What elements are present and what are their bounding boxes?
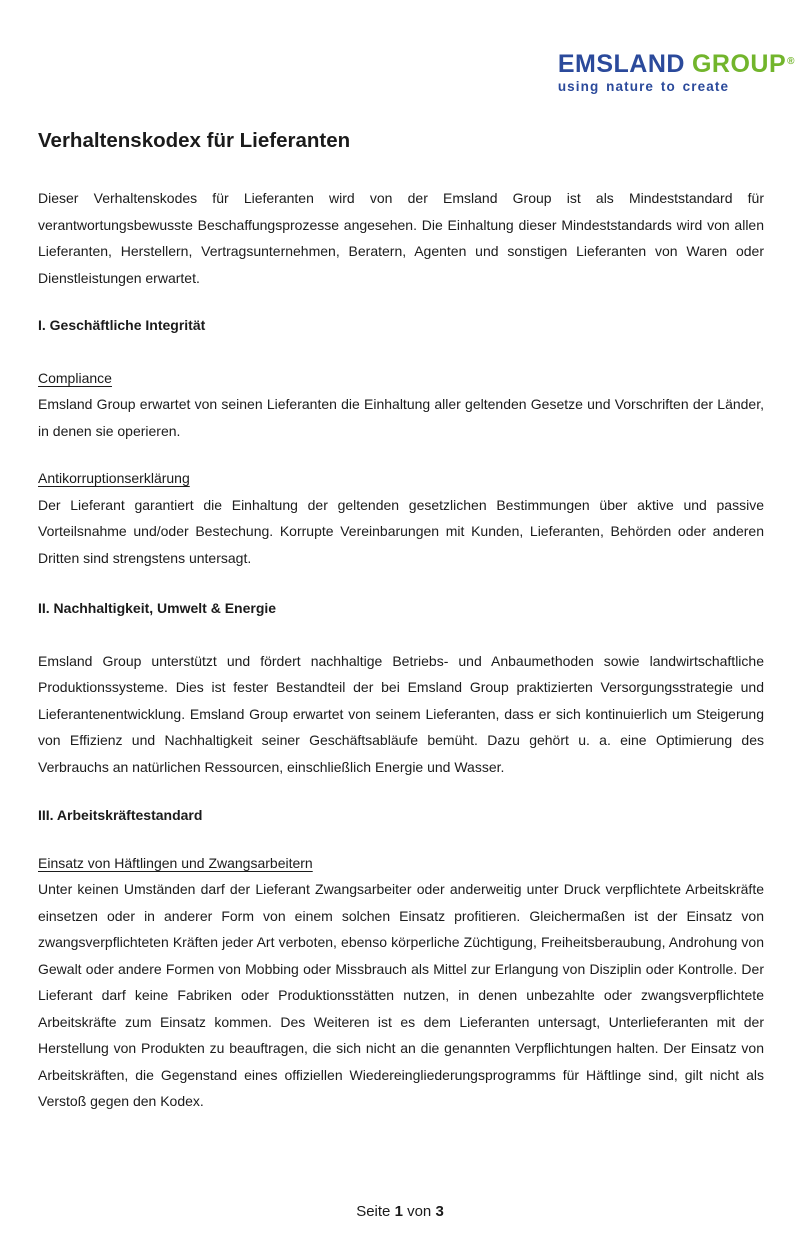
footer-page-number: 1 [394,1203,403,1220]
footer-page-label: Seite [356,1203,391,1220]
intro-paragraph: Dieser Verhaltenskodes für Lieferanten wird von der Emsland Group ist als Mindeststandard für verantwortungsbewusste Beschaffungsprozesse angesehen. Die Einhaltung dieser Mindeststandards wird von allen Lieferanten, Herstellern, Vertragsunternehmen, Beratern, Agenten und sonstigen Lieferanten von Waren oder Dienstleistungen erwartet. [38,190,764,286]
section-heading-arbeitskraeftestandard: III. Arbeitskräftestandard [38,807,203,823]
logo-text-emsland: EMSLAND [557,50,685,78]
subheading-einsatz-von-haeftlingen: Einsatz von Häftlingen und Zwangsarbeitern [38,854,313,871]
subheading-compliance: Compliance [38,369,112,386]
antikorruption-paragraph: Der Lieferant garantiert die Einhaltung der geltenden gesetzlichen Bestimmungen über aktive und passive Vorteilsnahme und/oder Bestechung. Korrupte Vereinbarungen mit Kunden, Lieferanten, Behörden oder anderen Dritten sind strengstens untersagt. [38,496,764,566]
nachhaltigkeit-paragraph: Emsland Group unterstützt und fördert nachhaltige Betriebs- und Anbaumethoden sowie landwirtschaftliche Produktionssysteme. Dies ist fester Bestandteil der bei Emsland Group praktizierten Versorgungsstrategie und Lieferantenentwicklung. Emsland Group erwartet von seinem Lieferanten, dass er sich kontinuierlich um Steigerung von Effizienz und Nachhaltigkeit seiner Geschäftsabläufe bemüht. Dazu gehört u. a. eine Optimierung des Verbrauchs an natürlichen Ressourcen, einschließlich Energie und Wasser. [38,652,764,775]
zwangsarbeit-paragraph: Unter keinen Umständen darf der Lieferant Zwangsarbeiter oder anderweitig unter Druck verpflichtete Arbeitskräfte einsetzen oder in anderer Form von einem solchen Einsatz profitieren. Gleichermaßen ist der Einsatz von zwangsverpflichteten Kräften jeder Art verboten, ebenso körperliche Züchtigung, Freiheitsberaubung, Androhung von Gewalt oder andere Formen von Mobbing oder Missbrauch als Mittel zur Erlangung von Disziplin oder Kontrolle. Der Lieferant darf keine Fabriken oder Produktionsstätten nutzen, in denen unbezahlte oder zwangsverpflichtete Arbeitskräfte zum Einsatz kommen. Des Weiteren ist es dem Lieferanten untersagt, Unterlieferanten mit der Herstellung von Produkten zu beauftragen, die sich nicht an die genannten Verpflichtungen halten. Der Einsatz von Arbeitskräften, die Gegenstand eines offiziellen Wiedereingliederungsprogramms für Häftlinge sind, gilt nicht als Verstoß gegen den Kodex. [38,881,764,1109]
logo-tagline: using nature to create [557,79,730,94]
logo-text-group: GROUP [691,50,787,78]
document-body [0,127,800,1115]
emsland-group-logo [558,50,795,94]
logo-wordmark [558,50,795,78]
page-footer [0,1202,800,1221]
compliance-paragraph: Emsland Group erwartet von seinen Lieferanten die Einhaltung aller geltenden Gesetze und Vorschriften der Länder, in denen sie operieren. [38,396,764,439]
page-header [0,0,800,94]
footer-page-total: 3 [435,1203,444,1220]
registered-trademark-icon: ® [787,56,795,67]
section-heading-geschaeftliche-integritaet: I. Geschäftliche Integrität [38,317,206,333]
document-title: Verhaltenskodex für Lieferanten [38,129,351,152]
subheading-antikorruptionserklaerung: Antikorruptionserklärung [38,470,190,486]
section-heading-nachhaltigkeit-umwelt-energie: II. Nachhaltigkeit, Umwelt & Energie [38,600,277,616]
footer-of-label: von [407,1203,432,1220]
